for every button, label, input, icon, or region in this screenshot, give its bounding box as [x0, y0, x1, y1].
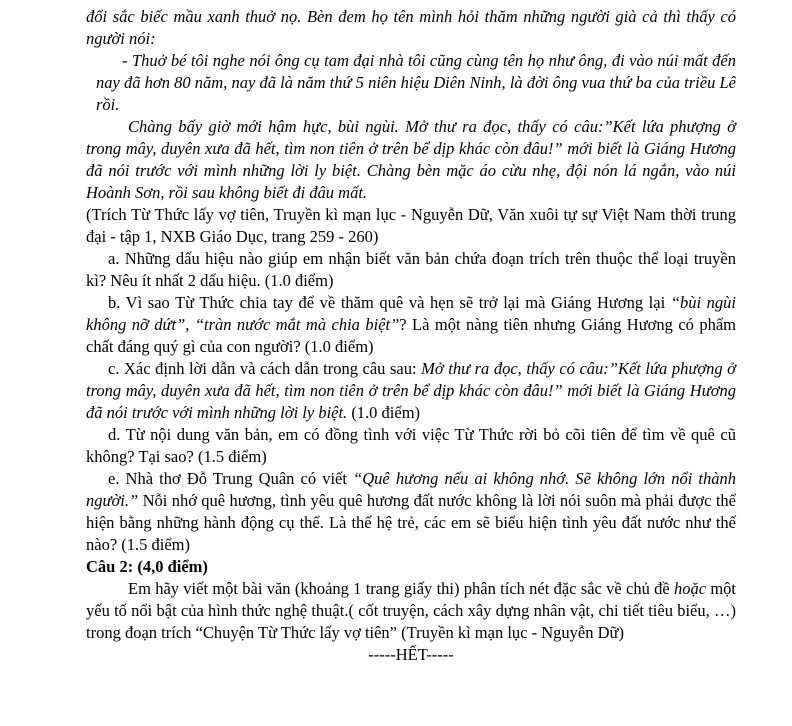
question-d: d. Từ nội dung văn bản, em có đồng tình với việc Từ Thức rời bỏ cõi tiên để tìm về quê cũ không? Tại sao? (1.5 điểm)	[86, 425, 736, 466]
cau2-prompt	[86, 578, 736, 644]
question-c-text: c. Xác định lời dẫn và cách dẫn trong câu sau:	[108, 359, 422, 378]
question-b-text: b. Vì sao Từ Thức chia tay để về thăm quê và hẹn sẽ trở lại mà Giáng Hương lại	[108, 293, 671, 312]
question-b-quote: “bùi ngùi không nỡ dứt”, “tràn nước mắt mà chia biệt”	[86, 293, 736, 334]
question-a: a. Những dấu hiệu nào giúp em nhận biết văn bản chứa đoạn trích trên thuộc thể loại truyền kì? Nêu ít nhất 2 dấu hiệu. (1.0 điểm)	[86, 249, 736, 290]
cau2-emphasis: hoặc	[673, 579, 707, 598]
question-e	[86, 468, 736, 556]
question-e-text: e. Nhà thơ Đỗ Trung Quân có viết	[108, 469, 354, 488]
question-c-score: (1.0 điểm)	[347, 403, 421, 422]
end-marker: -----HẾT-----	[368, 645, 454, 664]
source-citation: (Trích Từ Thức lấy vợ tiên, Truyền kì mạn lục - Nguyễn Dữ, Văn xuôi tự sự Việt Nam thời trung đại - tập 1, NXB Giáo Dục, trang 259 - 260)	[86, 205, 736, 246]
question-b	[86, 292, 736, 358]
cau2-heading: Câu 2: (4,0 điểm)	[86, 557, 208, 576]
question-c	[86, 358, 736, 424]
story-paragraph-3: Chàng bấy giờ mới hậm hực, bùi ngùi. Mở thư ra đọc, thấy có câu:”Kết lứa phượng ở trong mây, duyên xưa đã hết, tìm non tiên ở trên bể dịp khác còn đâu!” mới biết là Giáng Hương đã nói trước với mình những lời ly biệt. Chàng bèn mặc áo cừu nhẹ, đội nón lá ngắn, vào núi Hoành Sơn, rồi sau không biết đi đâu mất.	[86, 117, 736, 202]
question-b-text-2: ? Là một nàng tiên nhưng Giáng Hương có phẩm chất đáng quý gì của con người? (1.0 điểm)	[86, 315, 736, 356]
cau2-text-2: một yếu tố nổi bật của hình thức nghệ thuật.( cốt truyện, cách xây dựng nhân vật, chi tiết tiêu biểu, …) trong đoạn trích “Chuyện Từ Thức lấy vợ tiên” (Truyền kì mạn lục - Nguyễn Dữ)	[86, 579, 736, 642]
story-paragraph-1: đổi sắc biếc mầu xanh thuở nọ. Bèn đem họ tên mình hỏi thăm những người già cả thì thấy có người nói:	[86, 7, 736, 48]
question-c-quote: Mở thư ra đọc, thấy có câu:”Kết lứa phượng ở trong mây, duyên xưa đã hết, tìm non tiên ở trên bể dịp khác còn đâu!” mới biết là Giáng Hương đã nói trước với mình những lời ly biệt.	[86, 359, 736, 422]
story-quote-paragraph: - Thuở bé tôi nghe nói ông cụ tam đại nhà tôi cũng cùng tên họ như ông, đi vào núi mất đến nay đã hơn 80 năm, nay đã là năm thứ 5 niên hiệu Diên Ninh, là đời ông vua thứ ba của triều Lê rồi.	[96, 51, 736, 114]
question-e-text-2: Nỗi nhớ quê hương, tình yêu quê hương đất nước không là lời nói suôn mà phải được thể hiện bằng những hành động cụ thể. Là thế hệ trẻ, các em sẽ biểu hiện tình yêu đất nước như thế nào? (1.5 điểm)	[86, 491, 736, 554]
question-e-quote: “Quê hương nếu ai không nhớ. Sẽ không lớn nổi thành người.”	[86, 469, 736, 510]
cau2-text: Em hãy viết một bài văn (khoảng 1 trang giấy thi) phân tích nét đặc sắc về chủ đề	[128, 579, 674, 598]
